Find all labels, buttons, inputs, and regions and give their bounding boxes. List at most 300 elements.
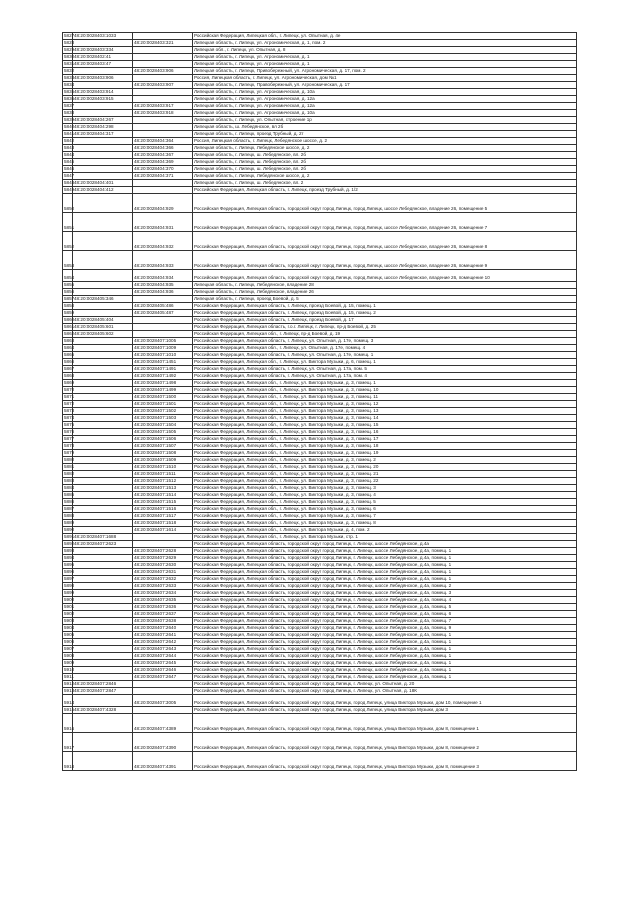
address-cell: Российская Федерация, Липецкая область, городской округ город Липецк, город Липецк, шоссе Лебедянское, владение 26, помещение 9 xyxy=(193,251,577,270)
row-number-cell: 5838 xyxy=(64,110,75,115)
row-number-cell: 5849 xyxy=(64,187,75,192)
table-row xyxy=(63,194,577,213)
parcel-number-cell xyxy=(73,82,133,89)
parcel-number-cell xyxy=(73,232,133,251)
row-number-cell: 5902 xyxy=(64,611,75,616)
parcel-number-cell: 48:20:0028405:602 xyxy=(73,331,133,338)
row-number-cell: 5872 xyxy=(64,401,75,406)
table-row xyxy=(63,707,577,714)
table-row xyxy=(63,110,577,117)
building-number-cell: 48:20:0028407:2638 xyxy=(133,618,193,625)
table-row xyxy=(63,270,577,282)
building-number-cell: 48:20:0028407:1005 xyxy=(133,338,193,345)
row-number-cell: 5861 xyxy=(64,324,75,329)
parcel-number-cell xyxy=(73,695,133,707)
parcel-number-cell: 48:20:0028403:906 xyxy=(73,75,133,82)
building-number-cell: 48:20:0028407:1507 xyxy=(133,443,193,450)
row-number-cell: 5915 xyxy=(64,707,75,712)
parcel-number-cell xyxy=(73,450,133,457)
row-number-cell: 5909 xyxy=(64,660,75,665)
address-cell: Липецкая область, г. Липецк, ул. Агрономическая, д. 1, пом. 2 xyxy=(193,40,577,47)
row-number-cell: 5907 xyxy=(64,646,75,651)
address-cell: Липецкая область, г. Липецк, Правобережный, ул. Агрономическая, д. 17 xyxy=(193,82,577,89)
address-cell: Липецкая область, г. Липецк, проезд Трубный, д. 2т xyxy=(193,131,577,138)
parcel-number-cell xyxy=(73,213,133,232)
address-cell: Липецкая область, г. Липецк, Привобережный, ул. Агрономическая, д. 17, пом. 2 xyxy=(193,68,577,75)
building-number-cell: 48:20:0028407:1503 xyxy=(133,415,193,422)
row-number-cell: 5855 xyxy=(64,282,75,287)
parcel-number-cell: 48:20:0028407:4328 xyxy=(73,707,133,714)
address-cell: Российская Федерация, Липецкая область, г.о.г. Липецк, г. Липецк, пр-д Боевой, д. 25 xyxy=(193,324,577,331)
address-cell: Российская Федерация, Липецкая обл., г. Липецк, ул. Виктора Музыки, д. 3, помещ. 6 xyxy=(193,506,577,513)
parcel-number-cell xyxy=(73,166,133,173)
table-row xyxy=(63,345,577,352)
row-number-cell: 5891 xyxy=(64,534,75,539)
building-number-cell: 48:20:0028407:2646 xyxy=(133,667,193,674)
parcel-number-cell xyxy=(73,303,133,310)
address-cell: Российская Федерация, Липецкая область, городской округ город Липецк, г. Липецк, шоссе Лебедянское, д.4а, помещ. 1 xyxy=(193,646,577,653)
parcel-number-cell: 48:20:0028403:915 xyxy=(73,96,133,103)
building-number-cell xyxy=(133,117,193,124)
table-row xyxy=(63,373,577,380)
parcel-number-cell xyxy=(73,159,133,166)
parcel-number-cell: 48:20:0028407:2847 xyxy=(73,688,133,695)
building-number-cell: 48:20:0028407:1513 xyxy=(133,485,193,492)
row-number-cell: 5903 xyxy=(64,618,75,623)
table-row xyxy=(63,429,577,436)
building-number-cell: 48:20:0028404:366 xyxy=(133,145,193,152)
table-row xyxy=(63,61,577,68)
parcel-number-cell: 48:20:0028403:1033 xyxy=(73,33,133,40)
row-number-cell: 5879 xyxy=(64,450,75,455)
table-row xyxy=(63,590,577,597)
building-number-cell: 48:20:0028407:1506 xyxy=(133,436,193,443)
row-number-cell: 5898 xyxy=(64,583,75,588)
table-row xyxy=(63,213,577,232)
address-cell: Липецкая область, г. Липецк, Лебедянское шоссе, д. 2 xyxy=(193,173,577,180)
building-number-cell: 48:20:0028407:2636 xyxy=(133,604,193,611)
building-number-cell: 48:20:0028404:370 xyxy=(133,166,193,173)
building-number-cell: 48:20:0028407:2642 xyxy=(133,639,193,646)
table-row xyxy=(63,324,577,331)
address-cell: Россия, Липецкая область, г. Липецк, Лебедянское шоссе, д. 2 xyxy=(193,138,577,145)
row-number-cell: 5886 xyxy=(64,499,75,504)
parcel-number-cell xyxy=(73,752,133,771)
address-cell: Липецкая область, г. Липецк, ул. Агрономическая, д. 12а xyxy=(193,103,577,110)
parcel-number-cell xyxy=(73,251,133,270)
address-cell: Российская Федерация, Липецкая обл., г. Липецк, ул. Виктора Музыки, д. 3, помещ. 1 xyxy=(193,380,577,387)
building-number-cell: 48:20:0028407:1499 xyxy=(133,387,193,394)
parcel-number-cell xyxy=(73,485,133,492)
parcel-number-cell xyxy=(73,667,133,674)
parcel-number-cell: 48:20:0028407:1688 xyxy=(73,534,133,541)
building-number-cell: 48:20:0028404:936 xyxy=(133,289,193,296)
address-cell: Российская Федерация, Липецкая обл., г. Липецк, ул. Опытная, д. 17е, помещ. 4 xyxy=(193,345,577,352)
table-row xyxy=(63,103,577,110)
row-number-cell: 5873 xyxy=(64,408,75,413)
parcel-number-cell: 48:20:0028403:47 xyxy=(73,61,133,68)
address-cell: Российская Федерация, Липецкая обл., г. Липецк, ул. Виктора Музыки, стр. 1 xyxy=(193,534,577,541)
table-row xyxy=(63,499,577,506)
building-number-cell: 48:20:0028407:1614 xyxy=(133,527,193,534)
table-row xyxy=(63,513,577,520)
address-cell: Российская Федерация, Липецкая область, г. Липецк, проезд Боевой, д. 15, помещ. 1 xyxy=(193,303,577,310)
table-row xyxy=(63,89,577,96)
building-number-cell xyxy=(133,187,193,194)
row-number-cell: 5900 xyxy=(64,597,75,602)
parcel-number-cell xyxy=(73,464,133,471)
parcel-number-cell xyxy=(73,270,133,282)
building-number-cell: 48:20:0028407:1509 xyxy=(133,457,193,464)
parcel-number-cell xyxy=(73,359,133,366)
row-number-cell: 5854 xyxy=(63,270,73,282)
address-cell: Российская Федерация, Липецкая область, городской округ город Липецк, город Липецк, улица Виктора Музыки, дом 8, помещение 3 xyxy=(193,752,577,771)
address-cell: Российская Федерация, Липецкая область, городской округ город Липецк, г. Липецк, шоссе Лебедянское, д.4а, помещ. 3 xyxy=(193,590,577,597)
building-number-cell: 48:20:0028404:934 xyxy=(133,270,193,282)
row-number-cell: 5875 xyxy=(64,422,75,427)
parcel-number-cell xyxy=(73,611,133,618)
parcel-number-cell xyxy=(73,152,133,159)
building-number-cell: 48:20:0028403:907 xyxy=(133,82,193,89)
address-cell: Российская Федерация, Липецкая обл., г. Липецк, ул. Виктора Музыки, д. 3, помещ. 12 xyxy=(193,401,577,408)
parcel-number-cell xyxy=(73,499,133,506)
table-row xyxy=(63,166,577,173)
table-row xyxy=(63,478,577,485)
parcel-number-cell xyxy=(73,548,133,555)
table-row xyxy=(63,366,577,373)
table-row xyxy=(63,562,577,569)
building-number-cell: 48:20:0028407:1516 xyxy=(133,506,193,513)
address-cell: Российская Федерация, Липецкая область, городской округ город Липецк, г. Липецк, шоссе Лебедянское, д.4а, помещ. 2 xyxy=(193,583,577,590)
building-number-cell: 48:20:0028407:1491 xyxy=(133,366,193,373)
address-cell: Липецкая область, г. Липецк, ул. Агрономическая, д. 1 xyxy=(193,61,577,68)
row-number-cell: 5847 xyxy=(64,173,75,178)
parcel-number-cell: 48:20:0028402:41 xyxy=(73,54,133,61)
address-cell: Российская Федерация, Липецкая обл., г. Липецк, ул. Виктора Музыки, д. 3, помещ. 2 xyxy=(193,457,577,464)
table-row xyxy=(63,68,577,75)
parcel-number-cell xyxy=(73,492,133,499)
parcel-number-cell xyxy=(73,576,133,583)
building-number-cell: 48:20:0028407:1505 xyxy=(133,429,193,436)
building-number-cell: 48:20:0028407:2630 xyxy=(133,562,193,569)
building-number-cell xyxy=(133,541,193,548)
table-row xyxy=(63,618,577,625)
row-number-cell: 5851 xyxy=(63,213,73,232)
address-cell: Российская Федерация, Липецкая обл., г. Липецк, ул. Виктора Музыки, д. 3, помещ. 19 xyxy=(193,450,577,457)
parcel-number-cell xyxy=(73,714,133,733)
building-number-cell: 48:20:0028404:367 xyxy=(133,152,193,159)
table-row xyxy=(63,674,577,681)
row-number-cell: 5856 xyxy=(64,289,75,294)
address-cell: Российская Федерация, Липецкая область, г. Липецк, ул. Опытная, д. 17а, пом. 5 xyxy=(193,366,577,373)
parcel-number-cell: 48:20:0028405:404 xyxy=(73,317,133,324)
building-number-cell: 48:20:0028407:4391 xyxy=(133,752,193,771)
row-number-cell: 5833 xyxy=(64,75,75,80)
address-cell: Российская Федерация, Липецкая область, городской округ город Липецк, г. Липецк, шоссе Лебедянское, д.4а, помещ. 1 xyxy=(193,639,577,646)
row-number-cell: 5846 xyxy=(64,166,75,171)
table-row xyxy=(63,33,577,40)
table-row xyxy=(63,695,577,707)
building-number-cell: 48:20:0028405:487 xyxy=(133,310,193,317)
row-number-cell: 5910 xyxy=(64,667,75,672)
building-number-cell xyxy=(133,688,193,695)
address-cell: Россия, Липецкая область, г. Липецк, ул. Агрономическая, дом №1 xyxy=(193,75,577,82)
table-row xyxy=(63,733,577,752)
address-cell: Российская Федерация, Липецкая область, городской округ город Липецк, г. Липецк, шоссе Лебедянское, д.4а, помещ. 1 xyxy=(193,548,577,555)
building-number-cell: 48:20:0028407:1010 xyxy=(133,352,193,359)
table-row xyxy=(63,232,577,251)
table-row xyxy=(63,251,577,270)
address-cell: Липецкая область, г. Липецк, ш. Лебедянское, вл. 2б xyxy=(193,166,577,173)
parcel-number-cell xyxy=(73,429,133,436)
building-number-cell: 48:20:0028403:918 xyxy=(133,110,193,117)
building-number-cell xyxy=(133,324,193,331)
table-row xyxy=(63,583,577,590)
row-number-cell: 5911 xyxy=(64,674,74,679)
address-cell: Российская Федерация, Липецкая область, городской округ город Липецк, город Липецк, шоссе Лебедянское, владение 26, помещение 8 xyxy=(193,232,577,251)
address-cell: Российская Федерация, Липецкая область, городской округ город Липецк, г. Липецк, ул. Опытная, д. 20 xyxy=(193,681,577,688)
table-row xyxy=(63,436,577,443)
address-cell: Российская Федерация, Липецкая область, городской округ город Липецк, город Липецк, улица Виктора Музыки, дом 10, помещение 1 xyxy=(193,695,577,707)
row-number-cell: 5842 xyxy=(64,138,75,143)
parcel-number-cell xyxy=(73,387,133,394)
table-row xyxy=(63,604,577,611)
parcel-number-cell xyxy=(73,527,133,534)
row-number-cell: 5850 xyxy=(63,194,73,213)
row-number-cell: 5914 xyxy=(63,695,73,707)
parcel-number-cell xyxy=(73,345,133,352)
row-number-cell: 5836 xyxy=(64,96,75,101)
parcel-number-cell xyxy=(73,173,133,180)
address-cell: Российская Федерация, Липецкая обл., г. Липецк, ул. Виктора Музыки, д. 3, помещ. 16 xyxy=(193,429,577,436)
table-row xyxy=(63,541,577,548)
address-cell: Российская Федерация, Липецкая область, городской округ город Липецк, г. Липецк, шоссе Лебедянское, д.4а, помещ. 1 xyxy=(193,632,577,639)
table-row xyxy=(63,681,577,688)
parcel-number-cell: 48:20:0028404:401 xyxy=(73,180,133,187)
table-row xyxy=(63,415,577,422)
table-row xyxy=(63,296,577,303)
parcel-number-cell xyxy=(73,373,133,380)
table-row xyxy=(63,117,577,124)
address-cell: Липецкая область, г. Липецк, ш. Лебедянское, вл. 2 xyxy=(193,180,577,187)
row-number-cell: 5852 xyxy=(63,232,73,251)
table-row xyxy=(63,422,577,429)
parcel-number-cell: 48:20:0028404:267 xyxy=(73,117,133,124)
table-row xyxy=(63,145,577,152)
building-number-cell xyxy=(133,296,193,303)
building-number-cell: 48:20:0028407:1508 xyxy=(133,450,193,457)
address-cell: Липецкая область, г. Липецк, ул. Опытная, строение 1р xyxy=(193,117,577,124)
row-number-cell: 5874 xyxy=(64,415,75,420)
table-row xyxy=(63,282,577,289)
address-cell: Липецкая область, г. Липецк, проезд Боевой, д. 5 xyxy=(193,296,577,303)
building-number-cell: 48:20:0028404:929 xyxy=(133,194,193,213)
building-number-cell: 48:20:0028407:1501 xyxy=(133,401,193,408)
building-number-cell: 48:20:0028407:3005 xyxy=(133,695,193,707)
table-row xyxy=(63,464,577,471)
parcel-number-cell xyxy=(73,352,133,359)
building-number-cell: 48:20:0028407:2633 xyxy=(133,583,193,590)
table-row xyxy=(63,317,577,324)
building-number-cell: 48:20:0028407:1511 xyxy=(133,471,193,478)
row-number-cell: 5888 xyxy=(64,513,75,518)
row-number-cell: 5887 xyxy=(64,506,75,511)
address-cell: Российская Федерация, Липецкая область, городской округ город Липецк, г. Липецк, шоссе Лебедянское, д.4а, помещ. 1 xyxy=(193,667,577,674)
table-row xyxy=(63,450,577,457)
address-cell: Российская Федерация, Липецкая область, городской округ город Липецк, г. Липецк, шоссе Лебедянское, д.4а xyxy=(193,541,577,548)
parcel-number-cell xyxy=(73,506,133,513)
building-number-cell: 48:20:0028407:2637 xyxy=(133,611,193,618)
row-number-cell: 5841 xyxy=(64,131,75,136)
address-cell: Российская Федерация, Липецкая область, г. Липецк, ул. Опытная, д. 17а, пом. 4 xyxy=(193,373,577,380)
parcel-number-cell xyxy=(73,366,133,373)
row-number-cell: 5885 xyxy=(64,492,75,497)
row-number-cell: 5831 xyxy=(64,61,75,66)
building-number-cell: 48:20:0028407:2647 xyxy=(133,674,193,681)
row-number-cell: 5832 xyxy=(64,68,75,73)
table-row xyxy=(63,338,577,345)
address-cell: Липецкая область, г. Липецк, ул. Агрономическая, д. 10а xyxy=(193,110,577,117)
building-number-cell xyxy=(133,89,193,96)
row-number-cell: 5844 xyxy=(64,152,75,157)
building-number-cell xyxy=(133,131,193,138)
parcel-number-cell xyxy=(73,436,133,443)
address-cell: Российская Федерация, Липецкая область, городской округ город Липецк, г. Липецк, шоссе Лебедянское, д.4а, помещ. 1 xyxy=(193,653,577,660)
row-number-cell: 5839 xyxy=(64,117,75,122)
table-row xyxy=(63,639,577,646)
table-row xyxy=(63,187,577,194)
address-cell: Российская Федерация, Липецкая область, г. Липецк, ул. Опытная, д. 17е, помещ. 1 xyxy=(193,352,577,359)
row-number-cell: 5918 xyxy=(63,752,73,771)
table-row xyxy=(63,569,577,576)
building-number-cell xyxy=(133,75,193,82)
table-row xyxy=(63,380,577,387)
table-row xyxy=(63,534,577,541)
row-number-cell: 5837 xyxy=(64,103,75,108)
row-number-cell: 5897 xyxy=(64,576,75,581)
row-number-cell: 5890 xyxy=(64,527,75,532)
address-cell: Российская Федерация, Липецкая область, городской округ город Липецк, город Липецк, шоссе Лебедянское, владение 26, помещение 10 xyxy=(193,270,577,282)
table-row xyxy=(63,625,577,632)
building-number-cell: 48:20:0028407:2635 xyxy=(133,597,193,604)
parcel-number-cell xyxy=(73,310,133,317)
building-number-cell xyxy=(133,707,193,714)
address-cell: Российская Федерация, Липецкая обл., г. Липецк, ул. Виктора Музыки, д. 3, помещ. 5 xyxy=(193,499,577,506)
address-cell: Российская Федерация, Липецкая обл., г. Липецк, ул. Виктора Музыки, д. 3, помещ. 3 xyxy=(193,485,577,492)
address-cell: Липецкая область, г. Липецк, ул. Агрономическая, д. 1 xyxy=(193,54,577,61)
address-cell: Российская Федерация, Липецкая обл., г. Липецк, ул. Виктора Музыки, д. 3, помещ. 13 xyxy=(193,408,577,415)
parcel-number-cell xyxy=(73,394,133,401)
row-number-cell: 5845 xyxy=(64,159,75,164)
parcel-number-cell xyxy=(73,408,133,415)
address-cell: Липецкая область, г. Липецк, ул. Агрономическая, д. 12а xyxy=(193,96,577,103)
parcel-number-cell xyxy=(73,103,133,110)
parcel-number-cell xyxy=(73,138,133,145)
row-number-cell: 5876 xyxy=(64,429,75,434)
building-number-cell: 48:20:0028407:1451 xyxy=(133,359,193,366)
table-row xyxy=(63,352,577,359)
table-row xyxy=(63,597,577,604)
row-number-cell: 5859 xyxy=(64,310,75,315)
address-cell: Российская Федерация, Липецкая обл., г. Липецк, ул. Виктора Музыки, д. 4, пом. 2 xyxy=(193,527,577,534)
address-cell: Российская Федерация, Липецкая область, городской округ город Липецк, г. Липецк, шоссе Лебедянское, д.4а, помещ. 1 xyxy=(193,576,577,583)
row-number-cell: 5853 xyxy=(63,251,73,270)
parcel-number-cell xyxy=(73,282,133,289)
row-number-cell: 5877 xyxy=(64,436,75,441)
address-cell: Российская Федерация, Липецкая область, городской округ город Липецк, город Липецк, шоссе Лебедянское, владение 26, помещение 5 xyxy=(193,194,577,213)
building-number-cell: 48:20:0028404:932 xyxy=(133,232,193,251)
address-cell: Российская Федерация, Липецкая область, городской округ город Липецк, г. Липецк, шоссе Лебедянское, д.4а, помещ. 1 xyxy=(193,660,577,667)
table-row xyxy=(63,180,577,187)
parcel-number-cell: 48:20:0028407:2623 xyxy=(73,541,133,548)
building-number-cell: 48:20:0028407:2632 xyxy=(133,576,193,583)
address-cell: Российская Федерация, Липецкая обл., г. Липецк, ул. Виктора Музыки, д. 3, помещ. 22 xyxy=(193,478,577,485)
address-cell: Российская Федерация, Липецкая область, г. Липецк, проезд Боевой, д. 15, помещ. 2 xyxy=(193,310,577,317)
address-cell: Российская Федерация, Липецкая область, городской округ город Липецк, г. Липецк, шоссе Лебедянское, д.4а, помещ. 4 xyxy=(193,597,577,604)
parcel-number-cell xyxy=(73,457,133,464)
address-cell: Российская Федерация, Липецкая область, городской округ город Липецк, город Липецк, улица Виктора Музыки, дом 3 xyxy=(193,707,577,714)
row-number-cell: 5883 xyxy=(64,478,75,483)
table-row xyxy=(63,96,577,103)
address-cell: Липецкая область, г. Липецк, Лебедянское, владение 28 xyxy=(193,282,577,289)
building-number-cell: 48:20:0028403:906 xyxy=(133,68,193,75)
building-number-cell: 48:20:0028407:2645 xyxy=(133,660,193,667)
building-number-cell xyxy=(133,54,193,61)
row-number-cell: 5880 xyxy=(64,457,75,462)
address-cell: Липецкая область, г. Липецк, ул. Агрономическая, д. 10а xyxy=(193,89,577,96)
address-cell: Российская Федерация, Липецкая область, г. Липецк, проезд Боевой, д. 17 xyxy=(193,317,577,324)
building-number-cell xyxy=(133,317,193,324)
row-number-cell: 5867 xyxy=(64,366,75,371)
cadastral-table xyxy=(62,32,577,771)
parcel-number-cell: 48:20:0028404:412 xyxy=(73,187,133,194)
building-number-cell: 48:20:0028404:371 xyxy=(133,173,193,180)
table-row xyxy=(63,401,577,408)
table-row xyxy=(63,520,577,527)
table-row xyxy=(63,646,577,653)
parcel-number-cell xyxy=(73,194,133,213)
table-row xyxy=(63,408,577,415)
row-number-cell: 5830 xyxy=(64,54,75,59)
building-number-cell: 48:20:0028404:935 xyxy=(133,282,193,289)
address-cell: Российская Федерация, Липецкая обл., г. Липецк, ул. Виктора Музыки, д. 3, помещ. 14 xyxy=(193,415,577,422)
table-row xyxy=(63,131,577,138)
table-row xyxy=(63,688,577,695)
row-number-cell: 5916 xyxy=(63,714,73,733)
address-cell: Российская Федерация, Липецкая обл., г. Липецк, ул. Виктора Музыки, д. 3, помещ. 15 xyxy=(193,422,577,429)
address-cell: Российская Федерация, Липецкая область, городской округ город Липецк, г. Липецк, шоссе Лебедянское, д.4а, помещ. 9 xyxy=(193,625,577,632)
table-row xyxy=(63,611,577,618)
table-row xyxy=(63,752,577,771)
parcel-number-cell xyxy=(73,478,133,485)
table-row xyxy=(63,159,577,166)
building-number-cell: 48:20:0028403:321 xyxy=(133,40,193,47)
parcel-number-cell xyxy=(73,520,133,527)
table-row xyxy=(63,485,577,492)
row-number-cell: 5868 xyxy=(64,373,75,378)
building-number-cell: 48:20:0028407:4389 xyxy=(133,714,193,733)
address-cell: Российская Федерация, Липецкая область, городской округ город Липецк, г. Липецк, шоссе Лебедянское, д.4а, помещ. 1 xyxy=(193,569,577,576)
address-cell: Российская Федерация, Липецкая обл., г. Липецк, ул. Виктора Музыки, д. 3, помещ. 17 xyxy=(193,436,577,443)
building-number-cell xyxy=(133,331,193,338)
building-number-cell: 48:20:0028407:1009 xyxy=(133,345,193,352)
table-row xyxy=(63,387,577,394)
building-number-cell xyxy=(133,681,193,688)
row-number-cell: 5917 xyxy=(63,733,73,752)
address-cell: Российская Федерация, Липецкая обл., г. Липецк, ул. Виктора Музыки, д. 3, помещ. 7 xyxy=(193,513,577,520)
address-cell: Липецкая обл., г. Липецк, ул. Опытная, д. 8 xyxy=(193,47,577,54)
parcel-number-cell xyxy=(73,632,133,639)
